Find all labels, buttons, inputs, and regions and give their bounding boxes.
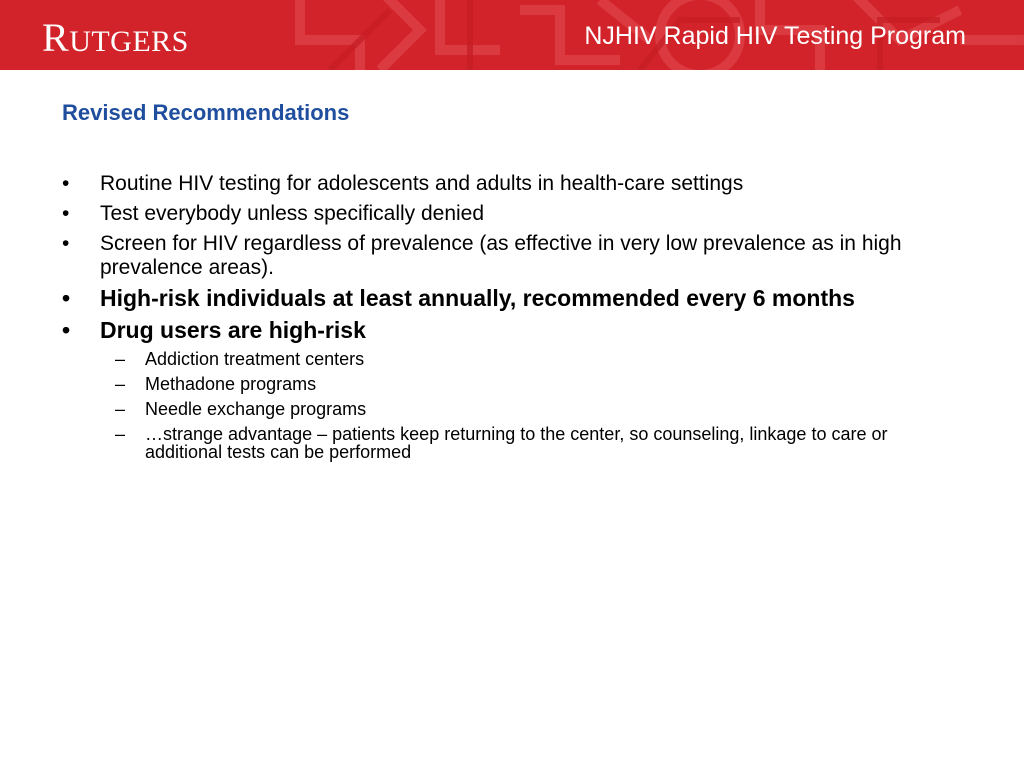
- bullet-text: Screen for HIV regardless of prevalence (as effective in very low prevalence as in high prevalence areas).: [100, 232, 902, 279]
- rutgers-logo[interactable]: [42, 14, 189, 61]
- bullet-marker: •: [62, 202, 70, 225]
- bullet-text: High-risk individuals at least annually, recommended every 6 months: [100, 285, 855, 311]
- bullet-text: Test everybody unless specifically denied: [100, 202, 485, 225]
- sub-bullet-addiction-centers: [0, 350, 1024, 368]
- dash-marker: –: [115, 349, 126, 369]
- sub-bullet-text: Needle exchange programs: [145, 399, 367, 419]
- sub-bullet-methadone: [0, 375, 1024, 393]
- dash-marker: –: [115, 424, 126, 444]
- logo-rest: UTGERS: [69, 25, 189, 58]
- header-title: NJHIV Rapid HIV Testing Program: [584, 22, 966, 50]
- bullet-item-screen-regardless: [0, 232, 1024, 280]
- section-title: Revised Recommendations: [62, 100, 350, 125]
- sub-bullet-strange-advantage: [0, 425, 1024, 461]
- sub-bullet-text: Addiction treatment centers: [145, 349, 365, 369]
- bullet-marker: •: [62, 232, 70, 255]
- bullet-text: Routine HIV testing for adolescents and adults in health-care settings: [100, 172, 744, 195]
- dash-marker: –: [115, 399, 126, 419]
- sub-bullet-needle-exchange: [0, 400, 1024, 418]
- logo-initial: R: [42, 15, 70, 60]
- bullet-item-test-everybody: [0, 202, 1024, 226]
- bullet-text: Drug users are high-risk: [100, 317, 366, 343]
- sub-bullet-text: Methadone programs: [145, 374, 317, 394]
- header-bar: [0, 0, 1024, 70]
- bullet-marker: •: [62, 285, 71, 311]
- bullet-marker: •: [62, 172, 70, 195]
- bullet-marker: •: [62, 317, 71, 343]
- bullet-item-drug-users: [0, 318, 1024, 342]
- dash-marker: –: [115, 374, 126, 394]
- slide-content: [0, 172, 1024, 468]
- bullet-item-high-risk-annually: [0, 286, 1024, 310]
- bullet-item-routine-testing: [0, 172, 1024, 196]
- sub-bullet-text: …strange advantage – patients keep returning to the center, so counseling, linkage to care or additional tests can be performed: [145, 424, 888, 462]
